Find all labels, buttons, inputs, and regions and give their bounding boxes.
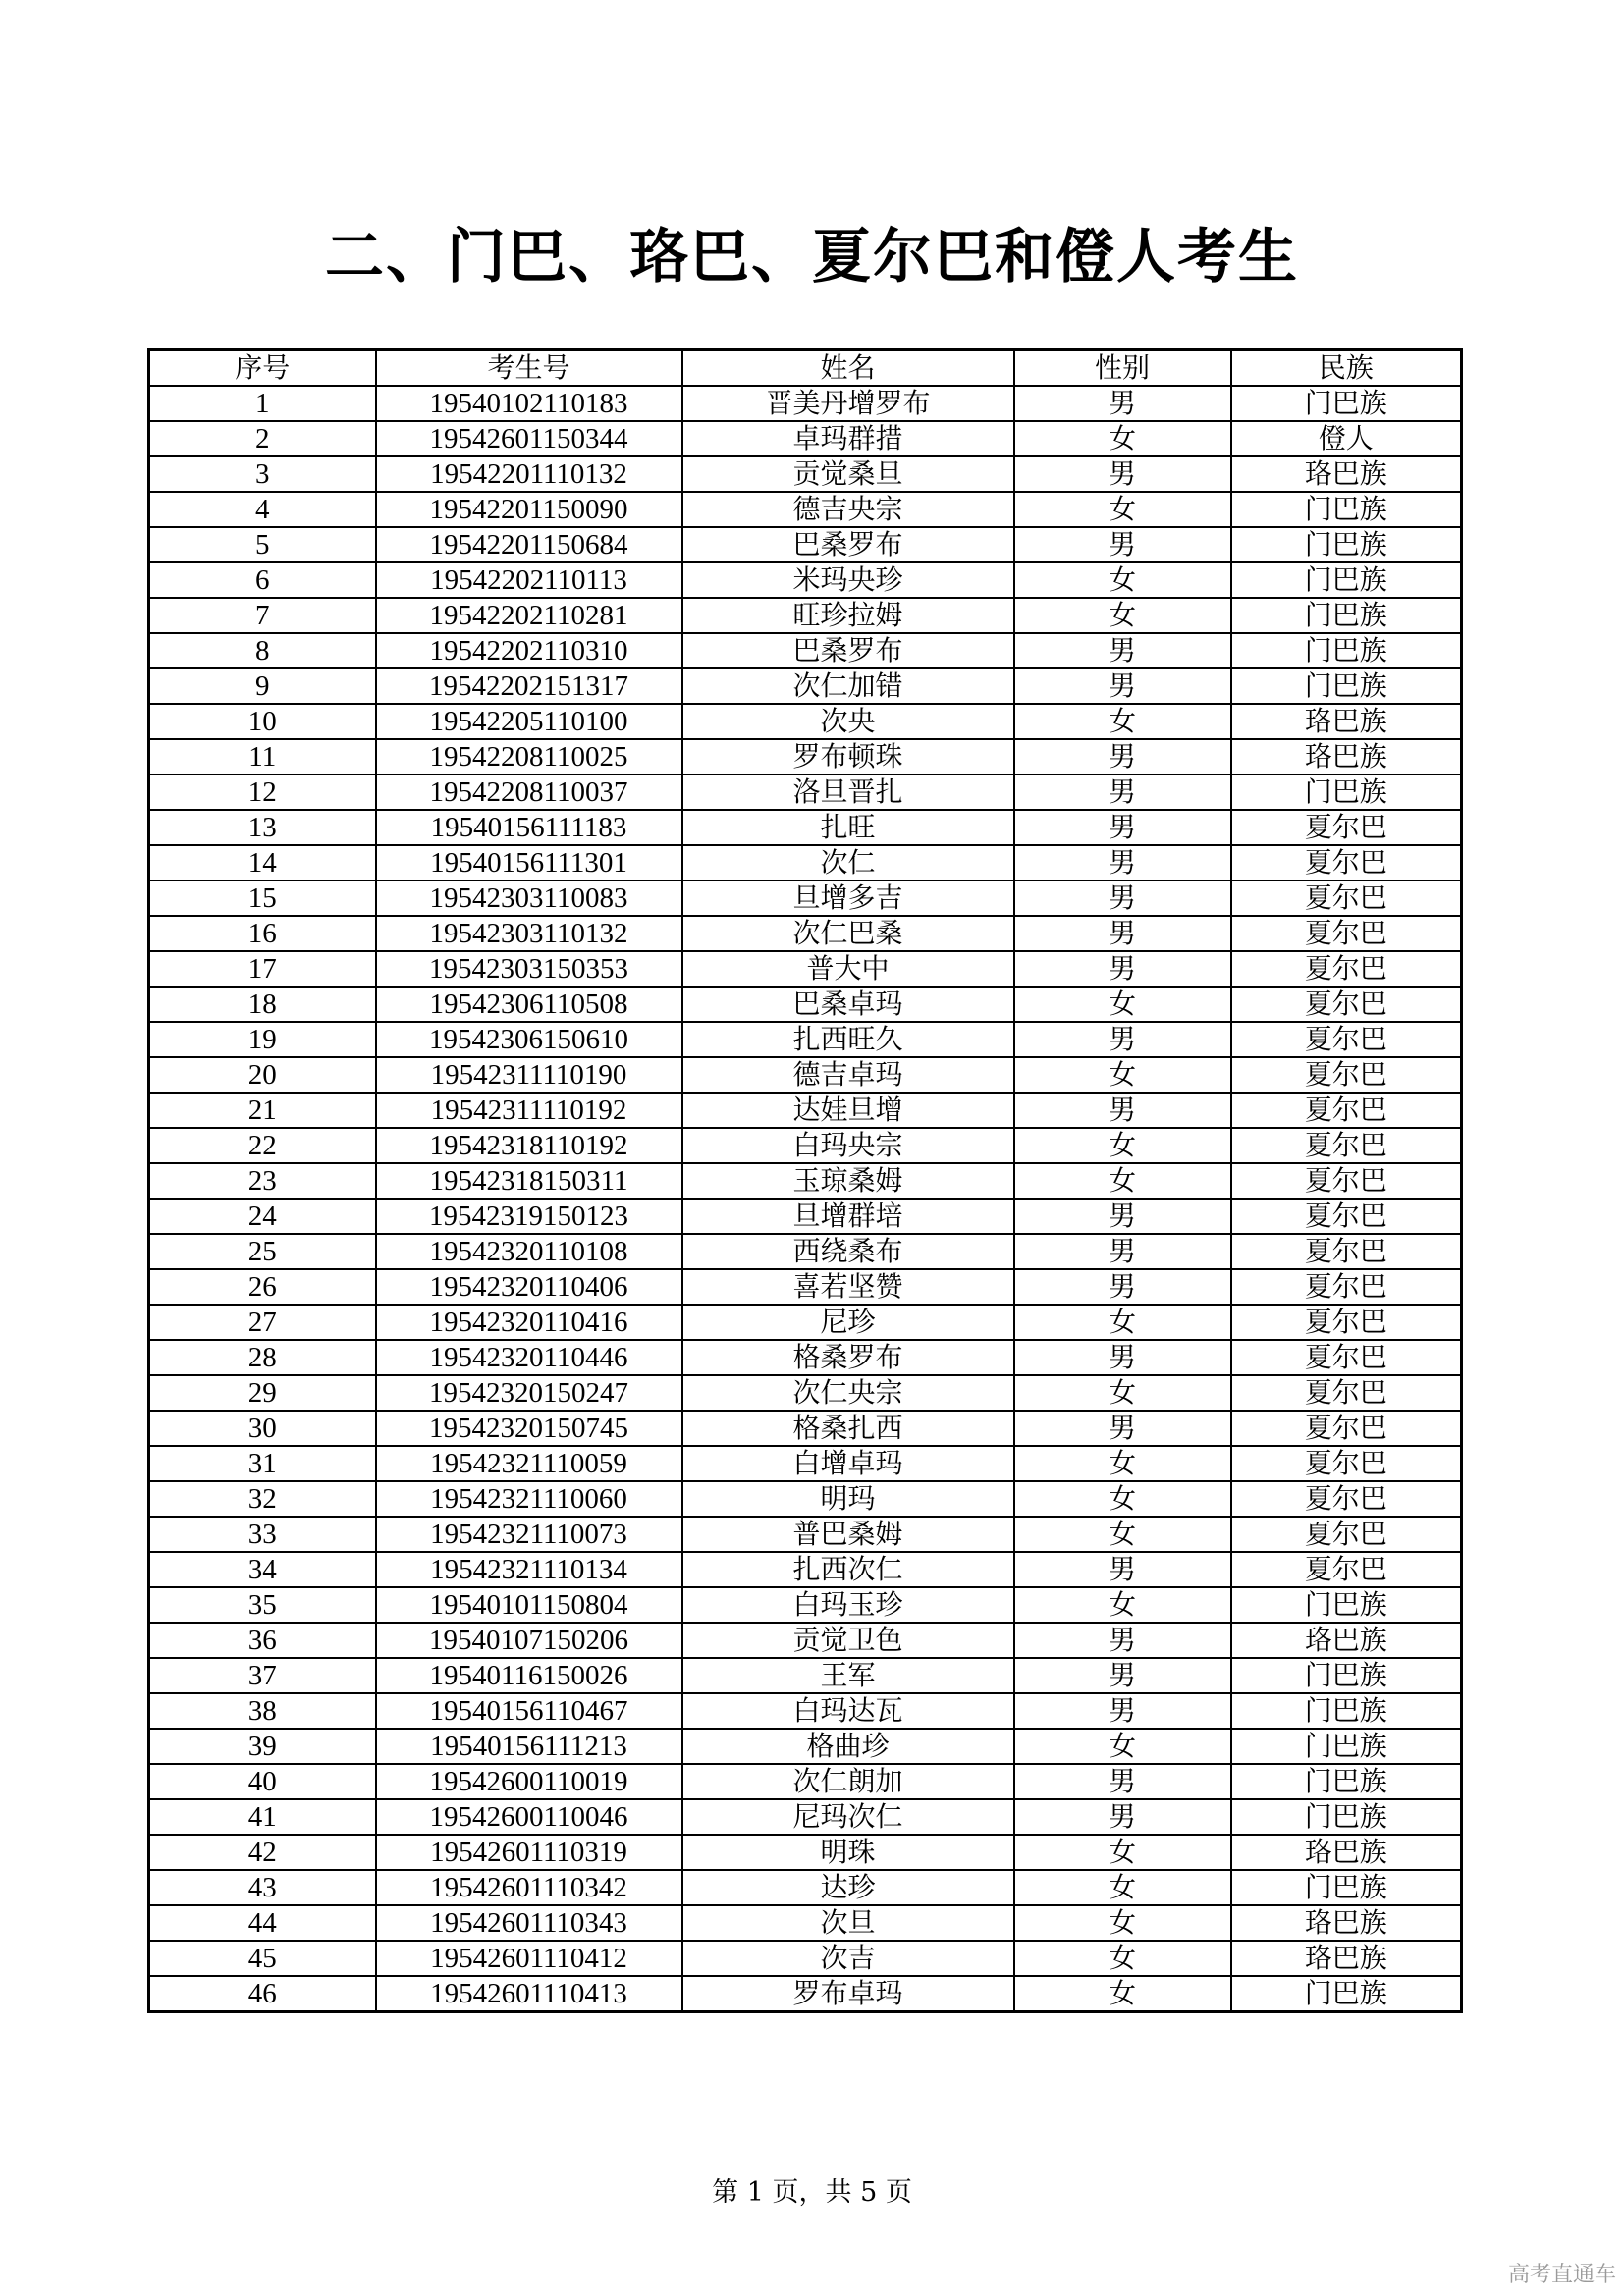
table-row <box>149 951 1462 987</box>
table-row <box>149 1305 1462 1340</box>
seq-cell: 4 <box>149 492 376 527</box>
name-cell: 贡觉卫色 <box>682 1623 1014 1658</box>
name-cell: 次仁加错 <box>682 668 1014 704</box>
table-row <box>149 1587 1462 1623</box>
seq-cell: 11 <box>149 739 376 774</box>
table-row <box>149 987 1462 1022</box>
ethnicity-cell: 夏尔巴 <box>1231 1234 1462 1269</box>
candidate-id-cell: 19542311110190 <box>376 1057 682 1093</box>
table-row <box>149 1941 1462 1976</box>
table-row <box>149 1481 1462 1517</box>
ethnicity-cell: 门巴族 <box>1231 1799 1462 1835</box>
gender-cell: 女 <box>1014 1128 1231 1163</box>
candidate-id-cell: 19542601150344 <box>376 421 682 456</box>
seq-cell: 14 <box>149 845 376 881</box>
gender-cell: 女 <box>1014 1835 1231 1870</box>
name-cell: 尼玛次仁 <box>682 1799 1014 1835</box>
table-row <box>149 1199 1462 1234</box>
table-row <box>149 1375 1462 1411</box>
name-cell: 次央 <box>682 704 1014 739</box>
candidate-id-cell: 19540156110467 <box>376 1693 682 1729</box>
name-cell: 普大中 <box>682 951 1014 987</box>
gender-cell: 男 <box>1014 916 1231 951</box>
gender-cell: 女 <box>1014 1163 1231 1199</box>
name-cell: 次仁巴桑 <box>682 916 1014 951</box>
gender-cell: 男 <box>1014 1658 1231 1693</box>
seq-cell: 3 <box>149 456 376 492</box>
gender-cell: 男 <box>1014 1799 1231 1835</box>
candidate-id-cell: 19542601110342 <box>376 1870 682 1905</box>
seq-cell: 44 <box>149 1905 376 1941</box>
candidate-id-cell: 19542202110113 <box>376 562 682 598</box>
ethnicity-cell: 门巴族 <box>1231 562 1462 598</box>
name-cell: 罗布卓玛 <box>682 1976 1014 2012</box>
name-cell: 格曲珍 <box>682 1729 1014 1764</box>
name-cell: 巴桑罗布 <box>682 527 1014 562</box>
table-row <box>149 774 1462 810</box>
gender-cell: 男 <box>1014 456 1231 492</box>
seq-cell: 25 <box>149 1234 376 1269</box>
gender-cell: 男 <box>1014 810 1231 845</box>
column-header-ethnicity: 民族 <box>1231 350 1462 387</box>
ethnicity-cell: 门巴族 <box>1231 1976 1462 2012</box>
ethnicity-cell: 僜人 <box>1231 421 1462 456</box>
seq-cell: 2 <box>149 421 376 456</box>
seq-cell: 13 <box>149 810 376 845</box>
name-cell: 白玛玉珍 <box>682 1587 1014 1623</box>
table-row <box>149 1269 1462 1305</box>
gender-cell: 男 <box>1014 881 1231 916</box>
ethnicity-cell: 夏尔巴 <box>1231 1481 1462 1517</box>
column-header-name: 姓名 <box>682 350 1014 387</box>
candidate-id-cell: 19542320110406 <box>376 1269 682 1305</box>
name-cell: 白增卓玛 <box>682 1446 1014 1481</box>
table-row <box>149 1057 1462 1093</box>
gender-cell: 男 <box>1014 527 1231 562</box>
gender-cell: 女 <box>1014 562 1231 598</box>
gender-cell: 女 <box>1014 1905 1231 1941</box>
gender-cell: 女 <box>1014 598 1231 633</box>
ethnicity-cell: 夏尔巴 <box>1231 1093 1462 1128</box>
table-row <box>149 1128 1462 1163</box>
seq-cell: 9 <box>149 668 376 704</box>
name-cell: 德吉央宗 <box>682 492 1014 527</box>
candidate-id-cell: 19542320110416 <box>376 1305 682 1340</box>
ethnicity-cell: 珞巴族 <box>1231 1623 1462 1658</box>
name-cell: 巴桑卓玛 <box>682 987 1014 1022</box>
ethnicity-cell: 门巴族 <box>1231 598 1462 633</box>
candidate-id-cell: 19542601110319 <box>376 1835 682 1870</box>
name-cell: 达珍 <box>682 1870 1014 1905</box>
ethnicity-cell: 夏尔巴 <box>1231 1128 1462 1163</box>
seq-cell: 1 <box>149 386 376 421</box>
gender-cell: 女 <box>1014 1976 1231 2012</box>
seq-cell: 42 <box>149 1835 376 1870</box>
seq-cell: 21 <box>149 1093 376 1128</box>
ethnicity-cell: 夏尔巴 <box>1231 1517 1462 1552</box>
candidate-id-cell: 19542320110108 <box>376 1234 682 1269</box>
seq-cell: 43 <box>149 1870 376 1905</box>
candidate-id-cell: 19542311110192 <box>376 1093 682 1128</box>
table-row <box>149 668 1462 704</box>
table-row <box>149 1163 1462 1199</box>
seq-cell: 26 <box>149 1269 376 1305</box>
ethnicity-cell: 夏尔巴 <box>1231 881 1462 916</box>
ethnicity-cell: 门巴族 <box>1231 386 1462 421</box>
seq-cell: 29 <box>149 1375 376 1411</box>
name-cell: 旦增多吉 <box>682 881 1014 916</box>
gender-cell: 女 <box>1014 492 1231 527</box>
gender-cell: 男 <box>1014 1693 1231 1729</box>
candidate-id-cell: 19542601110343 <box>376 1905 682 1941</box>
candidate-id-cell: 19542319150123 <box>376 1199 682 1234</box>
table-row <box>149 1799 1462 1835</box>
table-row <box>149 1552 1462 1587</box>
candidate-id-cell: 19542306150610 <box>376 1022 682 1057</box>
ethnicity-cell: 门巴族 <box>1231 668 1462 704</box>
candidate-id-cell: 19542318150311 <box>376 1163 682 1199</box>
name-cell: 西绕桑布 <box>682 1234 1014 1269</box>
candidate-id-cell: 19542303110083 <box>376 881 682 916</box>
name-cell: 扎西次仁 <box>682 1552 1014 1587</box>
candidate-id-cell: 19540107150206 <box>376 1623 682 1658</box>
candidate-table <box>147 348 1463 2013</box>
header-row <box>149 350 1462 387</box>
name-cell: 白玛央宗 <box>682 1128 1014 1163</box>
ethnicity-cell: 夏尔巴 <box>1231 1057 1462 1093</box>
candidate-id-cell: 19542321110059 <box>376 1446 682 1481</box>
table-row <box>149 1905 1462 1941</box>
seq-cell: 18 <box>149 987 376 1022</box>
table-row <box>149 1835 1462 1870</box>
table-row <box>149 1658 1462 1693</box>
table-row <box>149 1870 1462 1905</box>
name-cell: 喜若坚赞 <box>682 1269 1014 1305</box>
candidate-id-cell: 19540156111301 <box>376 845 682 881</box>
ethnicity-cell: 夏尔巴 <box>1231 951 1462 987</box>
ethnicity-cell: 夏尔巴 <box>1231 1340 1462 1375</box>
candidate-id-cell: 19540101150804 <box>376 1587 682 1623</box>
seq-cell: 10 <box>149 704 376 739</box>
seq-cell: 23 <box>149 1163 376 1199</box>
gender-cell: 女 <box>1014 1481 1231 1517</box>
candidate-id-cell: 19542600110019 <box>376 1764 682 1799</box>
candidate-id-cell: 19542306110508 <box>376 987 682 1022</box>
seq-cell: 37 <box>149 1658 376 1693</box>
ethnicity-cell: 夏尔巴 <box>1231 1199 1462 1234</box>
candidate-id-cell: 19542208110037 <box>376 774 682 810</box>
table-body <box>149 386 1462 2012</box>
name-cell: 巴桑罗布 <box>682 633 1014 668</box>
candidate-id-cell: 19542201150090 <box>376 492 682 527</box>
gender-cell: 男 <box>1014 1764 1231 1799</box>
gender-cell: 女 <box>1014 1446 1231 1481</box>
gender-cell: 男 <box>1014 845 1231 881</box>
gender-cell: 男 <box>1014 1022 1231 1057</box>
ethnicity-cell: 夏尔巴 <box>1231 810 1462 845</box>
ethnicity-cell: 门巴族 <box>1231 774 1462 810</box>
table-row <box>149 562 1462 598</box>
candidate-id-cell: 19542321110134 <box>376 1552 682 1587</box>
table-row <box>149 1729 1462 1764</box>
name-cell: 明玛 <box>682 1481 1014 1517</box>
candidate-id-cell: 19542201150684 <box>376 527 682 562</box>
candidate-id-cell: 19542303150353 <box>376 951 682 987</box>
gender-cell: 男 <box>1014 951 1231 987</box>
ethnicity-cell: 珞巴族 <box>1231 739 1462 774</box>
seq-cell: 35 <box>149 1587 376 1623</box>
gender-cell: 女 <box>1014 704 1231 739</box>
name-cell: 次仁央宗 <box>682 1375 1014 1411</box>
gender-cell: 男 <box>1014 1093 1231 1128</box>
table-header <box>149 350 1462 387</box>
name-cell: 旺珍拉姆 <box>682 598 1014 633</box>
candidate-id-cell: 19542600110046 <box>376 1799 682 1835</box>
ethnicity-cell: 门巴族 <box>1231 1870 1462 1905</box>
candidate-id-cell: 19540156111213 <box>376 1729 682 1764</box>
name-cell: 王军 <box>682 1658 1014 1693</box>
ethnicity-cell: 门巴族 <box>1231 1764 1462 1799</box>
gender-cell: 女 <box>1014 1729 1231 1764</box>
ethnicity-cell: 夏尔巴 <box>1231 1446 1462 1481</box>
seq-cell: 30 <box>149 1411 376 1446</box>
gender-cell: 女 <box>1014 1375 1231 1411</box>
name-cell: 尼珍 <box>682 1305 1014 1340</box>
table-row <box>149 1234 1462 1269</box>
gender-cell: 女 <box>1014 987 1231 1022</box>
ethnicity-cell: 夏尔巴 <box>1231 1552 1462 1587</box>
name-cell: 卓玛群措 <box>682 421 1014 456</box>
gender-cell: 男 <box>1014 774 1231 810</box>
seq-cell: 19 <box>149 1022 376 1057</box>
ethnicity-cell: 门巴族 <box>1231 1587 1462 1623</box>
name-cell: 格桑扎西 <box>682 1411 1014 1446</box>
gender-cell: 女 <box>1014 1305 1231 1340</box>
candidate-id-cell: 19542303110132 <box>376 916 682 951</box>
name-cell: 次旦 <box>682 1905 1014 1941</box>
table-row <box>149 421 1462 456</box>
table-row <box>149 1093 1462 1128</box>
name-cell: 洛旦晋扎 <box>682 774 1014 810</box>
table-row <box>149 492 1462 527</box>
table-row <box>149 1623 1462 1658</box>
gender-cell: 男 <box>1014 668 1231 704</box>
ethnicity-cell: 门巴族 <box>1231 1658 1462 1693</box>
name-cell: 次吉 <box>682 1941 1014 1976</box>
table-row <box>149 527 1462 562</box>
candidate-id-cell: 19540156111183 <box>376 810 682 845</box>
name-cell: 扎旺 <box>682 810 1014 845</box>
name-cell: 白玛达瓦 <box>682 1693 1014 1729</box>
name-cell: 罗布顿珠 <box>682 739 1014 774</box>
seq-cell: 16 <box>149 916 376 951</box>
table-row <box>149 739 1462 774</box>
candidate-id-cell: 19542601110412 <box>376 1941 682 1976</box>
table-row <box>149 456 1462 492</box>
ethnicity-cell: 夏尔巴 <box>1231 1163 1462 1199</box>
table-row <box>149 881 1462 916</box>
seq-cell: 41 <box>149 1799 376 1835</box>
name-cell: 达娃旦增 <box>682 1093 1014 1128</box>
table-row <box>149 916 1462 951</box>
seq-cell: 28 <box>149 1340 376 1375</box>
candidate-id-cell: 19542205110100 <box>376 704 682 739</box>
ethnicity-cell: 门巴族 <box>1231 1729 1462 1764</box>
candidate-id-cell: 19542321110060 <box>376 1481 682 1517</box>
ethnicity-cell: 珞巴族 <box>1231 704 1462 739</box>
name-cell: 明珠 <box>682 1835 1014 1870</box>
ethnicity-cell: 门巴族 <box>1231 1693 1462 1729</box>
gender-cell: 男 <box>1014 633 1231 668</box>
table-row <box>149 633 1462 668</box>
candidate-id-cell: 19542320110446 <box>376 1340 682 1375</box>
ethnicity-cell: 珞巴族 <box>1231 456 1462 492</box>
seq-cell: 38 <box>149 1693 376 1729</box>
seq-cell: 45 <box>149 1941 376 1976</box>
seq-cell: 39 <box>149 1729 376 1764</box>
ethnicity-cell: 夏尔巴 <box>1231 1411 1462 1446</box>
seq-cell: 33 <box>149 1517 376 1552</box>
ethnicity-cell: 门巴族 <box>1231 633 1462 668</box>
gender-cell: 女 <box>1014 1870 1231 1905</box>
page-title: 二、门巴、珞巴、夏尔巴和僜人考生 <box>325 223 1299 292</box>
table-row <box>149 1764 1462 1799</box>
seq-cell: 31 <box>149 1446 376 1481</box>
seq-cell: 8 <box>149 633 376 668</box>
table-row <box>149 810 1462 845</box>
gender-cell: 女 <box>1014 421 1231 456</box>
candidate-id-cell: 19542202151317 <box>376 668 682 704</box>
gender-cell: 男 <box>1014 1340 1231 1375</box>
candidate-id-cell: 19542320150745 <box>376 1411 682 1446</box>
candidate-id-cell: 19542202110281 <box>376 598 682 633</box>
seq-cell: 32 <box>149 1481 376 1517</box>
ethnicity-cell: 夏尔巴 <box>1231 845 1462 881</box>
candidate-id-cell: 19542202110310 <box>376 633 682 668</box>
table-row <box>149 1340 1462 1375</box>
candidate-id-cell: 19542208110025 <box>376 739 682 774</box>
seq-cell: 34 <box>149 1552 376 1587</box>
ethnicity-cell: 珞巴族 <box>1231 1941 1462 1976</box>
ethnicity-cell: 夏尔巴 <box>1231 1305 1462 1340</box>
table-row <box>149 386 1462 421</box>
seq-cell: 12 <box>149 774 376 810</box>
name-cell: 扎西旺久 <box>682 1022 1014 1057</box>
page-number: 第 1 页，共 5 页 <box>712 2177 912 2208</box>
gender-cell: 男 <box>1014 1411 1231 1446</box>
table-row <box>149 1517 1462 1552</box>
ethnicity-cell: 夏尔巴 <box>1231 1022 1462 1057</box>
ethnicity-cell: 夏尔巴 <box>1231 987 1462 1022</box>
seq-cell: 6 <box>149 562 376 598</box>
candidate-id-cell: 19542321110073 <box>376 1517 682 1552</box>
table-row <box>149 1022 1462 1057</box>
candidate-id-cell: 19540116150026 <box>376 1658 682 1693</box>
table-row <box>149 1411 1462 1446</box>
name-cell: 贡觉桑旦 <box>682 456 1014 492</box>
ethnicity-cell: 珞巴族 <box>1231 1835 1462 1870</box>
gender-cell: 男 <box>1014 739 1231 774</box>
candidate-id-cell: 19540102110183 <box>376 386 682 421</box>
gender-cell: 男 <box>1014 1234 1231 1269</box>
seq-cell: 40 <box>149 1764 376 1799</box>
ethnicity-cell: 门巴族 <box>1231 492 1462 527</box>
gender-cell: 女 <box>1014 1587 1231 1623</box>
gender-cell: 男 <box>1014 1552 1231 1587</box>
gender-cell: 男 <box>1014 1269 1231 1305</box>
gender-cell: 男 <box>1014 386 1231 421</box>
name-cell: 次仁 <box>682 845 1014 881</box>
ethnicity-cell: 夏尔巴 <box>1231 1375 1462 1411</box>
name-cell: 晋美丹增罗布 <box>682 386 1014 421</box>
ethnicity-cell: 夏尔巴 <box>1231 1269 1462 1305</box>
name-cell: 旦增群培 <box>682 1199 1014 1234</box>
candidate-id-cell: 19542601110413 <box>376 1976 682 2012</box>
watermark: 高考直通车 <box>1507 2263 1616 2287</box>
seq-cell: 22 <box>149 1128 376 1163</box>
seq-cell: 27 <box>149 1305 376 1340</box>
seq-cell: 36 <box>149 1623 376 1658</box>
seq-cell: 46 <box>149 1976 376 2012</box>
table-row <box>149 845 1462 881</box>
candidate-id-cell: 19542201110132 <box>376 456 682 492</box>
table-row <box>149 1976 1462 2012</box>
seq-cell: 7 <box>149 598 376 633</box>
column-header-gender: 性别 <box>1014 350 1231 387</box>
name-cell: 格桑罗布 <box>682 1340 1014 1375</box>
seq-cell: 15 <box>149 881 376 916</box>
name-cell: 玉琼桑姆 <box>682 1163 1014 1199</box>
name-cell: 米玛央珍 <box>682 562 1014 598</box>
name-cell: 普巴桑姆 <box>682 1517 1014 1552</box>
ethnicity-cell: 夏尔巴 <box>1231 916 1462 951</box>
gender-cell: 男 <box>1014 1623 1231 1658</box>
ethnicity-cell: 门巴族 <box>1231 527 1462 562</box>
gender-cell: 女 <box>1014 1057 1231 1093</box>
candidate-id-cell: 19542320150247 <box>376 1375 682 1411</box>
table-row <box>149 1446 1462 1481</box>
table-row <box>149 1693 1462 1729</box>
table-row <box>149 598 1462 633</box>
seq-cell: 20 <box>149 1057 376 1093</box>
column-header-candidate-id: 考生号 <box>376 350 682 387</box>
column-header-seq: 序号 <box>149 350 376 387</box>
name-cell: 次仁朗加 <box>682 1764 1014 1799</box>
gender-cell: 女 <box>1014 1517 1231 1552</box>
seq-cell: 5 <box>149 527 376 562</box>
table-row <box>149 704 1462 739</box>
gender-cell: 男 <box>1014 1199 1231 1234</box>
candidate-id-cell: 19542318110192 <box>376 1128 682 1163</box>
ethnicity-cell: 珞巴族 <box>1231 1905 1462 1941</box>
gender-cell: 女 <box>1014 1941 1231 1976</box>
seq-cell: 17 <box>149 951 376 987</box>
seq-cell: 24 <box>149 1199 376 1234</box>
name-cell: 德吉卓玛 <box>682 1057 1014 1093</box>
